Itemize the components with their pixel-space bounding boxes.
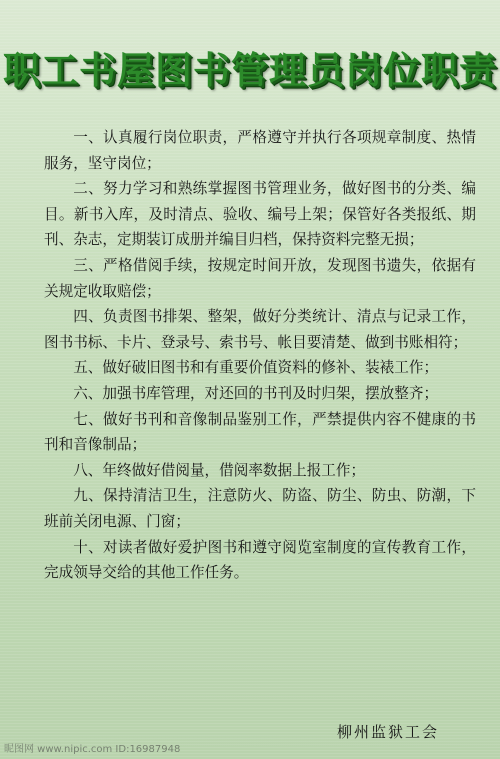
duty-item: 二、努力学习和熟练掌握图书管理业务，做好图书的分类、编目。新书入库，及时清点、验收、编号上架；保管好各类报纸、期刊、杂志，定期装订成册并编目归档，保持资料完整无损； <box>44 180 476 249</box>
duty-item: 五、做好破旧图书和有重要价值资料的修补、装裱工作； <box>73 359 439 377</box>
watermark: 昵图网 www.nipic.com ID:16987948 <box>4 744 181 755</box>
issuing-organization: 柳州监狱工会 <box>337 723 440 741</box>
duty-item: 一、认真履行岗位职责，严格遵守并执行各项规章制度、热情服务，坚守岗位； <box>44 129 476 172</box>
duty-item: 三、严格借阅手续，按规定时间开放，发现图书遗失，依据有关规定收取赔偿； <box>44 256 476 300</box>
duty-item: 九、保持清洁卫生，注意防火、防盗、防尘、防虫、防潮，下班前关闭电源、门窗； <box>44 487 476 530</box>
duty-item: 八、年终做好借阅量，借阅率数据上报工作； <box>73 461 366 479</box>
duty-item: 七、做好书刊和音像制品鉴别工作，严禁提供内容不健康的书刊和音像制品； <box>44 410 476 454</box>
page-title: 职工书屋图书管理员岗位职责 <box>3 49 497 92</box>
duty-item: 四、负责图书排架、整架，做好分类统计、清点与记录工作，图书书标、卡片、登录号、索书号、帐目要清楚、做到书账相符； <box>44 308 476 351</box>
duty-item: 六、加强书库管理，对还回的书刊及时归架，摆放整齐； <box>73 384 439 402</box>
duties-list <box>44 125 476 586</box>
duty-item: 十、对读者做好爱护图书和遵守阅览室制度的宣传教育工作，完成领导交给的其他工作任务。 <box>44 538 476 582</box>
